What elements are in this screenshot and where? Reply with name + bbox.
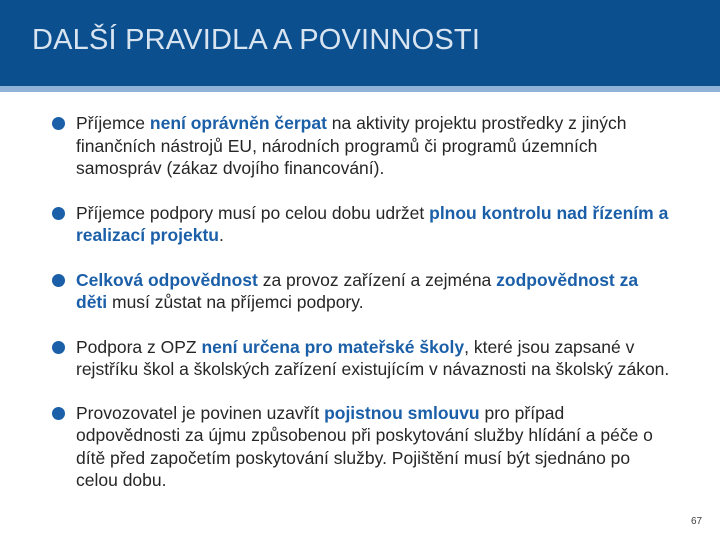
bullet-text: Příjemce podpory musí po celou dobu udržet [76, 202, 430, 223]
bullet-text: , které jsou zapsané v rejstříku škol a školských zařízení existujícím v návaznosti na školský zákon. [76, 336, 670, 379]
highlighted-text: Celková odpovědnost [76, 269, 258, 290]
bullet-dot-icon [52, 274, 65, 287]
bullet-item [52, 269, 672, 314]
bullet-text: . [218, 225, 224, 245]
bullet-dot-icon [52, 117, 65, 130]
page-number: 67 [691, 516, 703, 527]
bullet-text: Provozovatel je povinen uzavřít [76, 402, 325, 423]
bullet-dot-icon [52, 207, 65, 220]
bullet-text: Příjemce [76, 113, 150, 133]
bullet-text: na aktivity projektu prostředky z jiných finančních nástrojů EU, národních programů či programů územních samospráv (zákaz dvojího financování). [76, 113, 627, 178]
bullet-item [52, 112, 672, 180]
title-bar [0, 0, 720, 86]
bullet-text: musí zůstat na příjemci podpory. [107, 292, 364, 312]
highlighted-text: není oprávněn čerpat [149, 113, 327, 133]
bullet-text: Podpora z OPZ [76, 336, 202, 357]
bullet-dot-icon [52, 407, 65, 420]
highlighted-text: není určena pro mateřské školy [201, 336, 465, 357]
title-underline [0, 86, 720, 92]
bullet-list [52, 112, 672, 514]
bullet-text: pro případ odpovědnosti za újmu způsobenou při poskytování služby hlídání a péče o dítě před započetím poskytování služby. Pojištění musí být sjednáno po celou dobu. [76, 402, 653, 490]
bullet-dot-icon [52, 341, 65, 354]
bullet-item [52, 336, 672, 381]
bullet-item [52, 202, 672, 247]
bullet-item [52, 402, 672, 492]
slide-title: DALŠÍ PRAVIDLA A POVINNOSTI [32, 24, 481, 56]
highlighted-text: pojistnou smlouvu [324, 402, 480, 423]
bullet-text: za provoz zařízení a zejména [257, 269, 497, 290]
highlighted-text: plnou kontrolu nad řízením a realizací projektu [76, 202, 669, 245]
highlighted-text: zodpovědnost za děti [76, 269, 639, 312]
